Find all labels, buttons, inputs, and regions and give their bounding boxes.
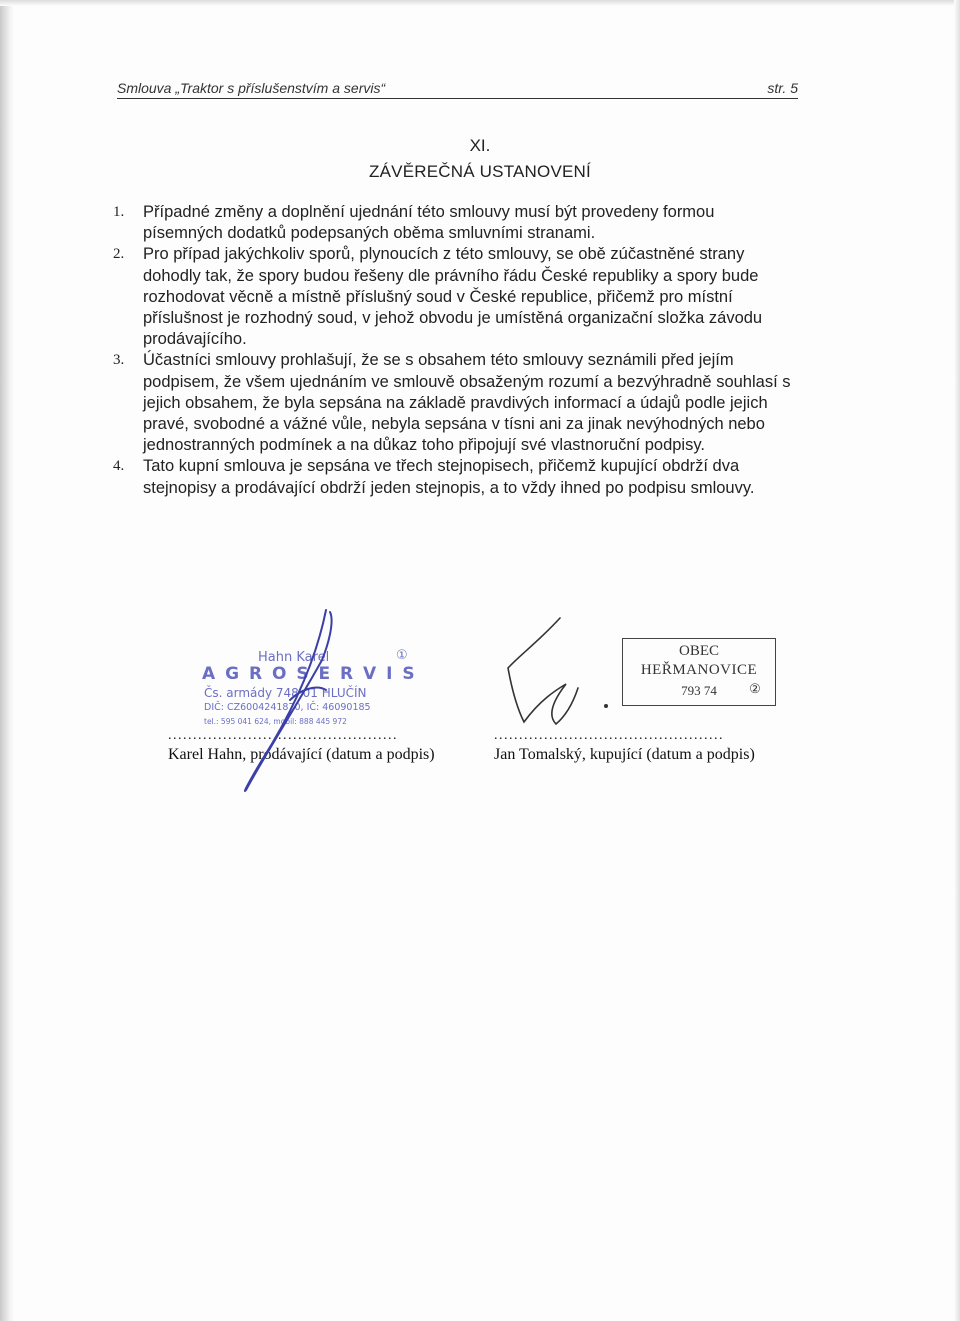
clause-3 [113, 350, 793, 456]
buyer-handwritten-signature [508, 618, 578, 724]
seller-stamp-company: A G R O S E R V I S [202, 664, 417, 684]
buyer-stamp-mark: ② [749, 681, 761, 696]
seller-signature-block [168, 728, 435, 764]
seller-stamp [200, 650, 420, 732]
clause-number: 4. [113, 458, 125, 475]
section-number: XI. [469, 136, 491, 155]
scan-edge-left [0, 0, 14, 1321]
page-header [117, 78, 798, 99]
seller-signature-dots: .............................................. [168, 728, 398, 743]
buyer-signature-block [494, 728, 755, 764]
clause-number: 1. [113, 204, 125, 220]
clause-text: Pro případ jakýchkoliv sporů, plynoucích z této smlouvy, se obě zúčastněné strany dohodly tak, že spory budou řešeny dle právního řádu České republiky a spory bude rozhodovat věcně a místně příslušný soud v České republice, přičemž pro místní příslušnost je rozhodný soud, v jehož obvodu je umístěná organizační složka závodu prodávajícího. [143, 245, 763, 349]
clause-text: Případné změny a doplnění ujednání této smlouvy musí být provedeny formou písemných dodatků podepsaných oběma smluvními stranami. [143, 203, 715, 243]
seller-stamp-mark: ① [396, 648, 408, 663]
seller-stamp-name: Hahn Karel [258, 650, 330, 665]
buyer-stamp [622, 638, 776, 706]
ink-dot [604, 704, 608, 708]
seller-stamp-address: Čs. armády 748 01 HLUČÍN [204, 686, 367, 700]
seller-stamp-ids: DIČ: CZ6004241870, IČ: 46090185 [204, 702, 371, 713]
clause-number: 2. [113, 246, 125, 263]
clause-2 [113, 244, 793, 350]
clause-text: Tato kupní smlouva je sepsána ve třech stejnopisech, přičemž kupující obdrží dva stejnopisy a prodávající obdrží jeden stejnopis, a to vždy ihned po podpisu smlouvy. [143, 457, 755, 497]
scan-edge-right [954, 0, 960, 1321]
header-page-number: str. 5 [767, 80, 798, 96]
buyer-stamp-line-2: HEŘMANOVICE [640, 662, 758, 678]
buyer-signature-caption: Jan Tomalský, kupující (datum a podpis) [494, 746, 755, 763]
header-title: Smlouva „Traktor s příslušenstvím a servis“ [117, 80, 386, 96]
buyer-stamp-line-3: 793 74 [681, 683, 717, 698]
clauses-list [113, 202, 793, 499]
seller-stamp-phone: tel.: 595 041 624, mobil: 888 445 972 [204, 717, 347, 726]
seller-signature-caption: Karel Hahn, prodávající (datum a podpis) [168, 746, 435, 763]
buyer-signature-dots: .............................................. [494, 728, 724, 743]
clause-text: Účastníci smlouvy prohlašují, že se s obsahem této smlouvy seznámili před jejím podpisem, že všem ujednáním ve smlouvě obsaženým rozumí a bezvýhradně souhlasí s jejich obsahem, že byla sepsána na základě pravdivých informací a údajů podle jejich pravé, svobodné a vážné vůle, nebyla sepsána v tísni ani za jinak nevýhodných nebo jednostranných podmínek a na důkaz toho připojují své vlastnoruční podpisy. [143, 351, 791, 455]
scan-edge-top [0, 0, 960, 6]
section-title: ZÁVĚREČNÁ USTANOVENÍ [369, 162, 591, 181]
buyer-stamp-line-1: OBEC [678, 643, 719, 659]
clause-4 [113, 456, 793, 498]
clause-1 [113, 202, 793, 244]
clause-number: 3. [113, 352, 125, 369]
